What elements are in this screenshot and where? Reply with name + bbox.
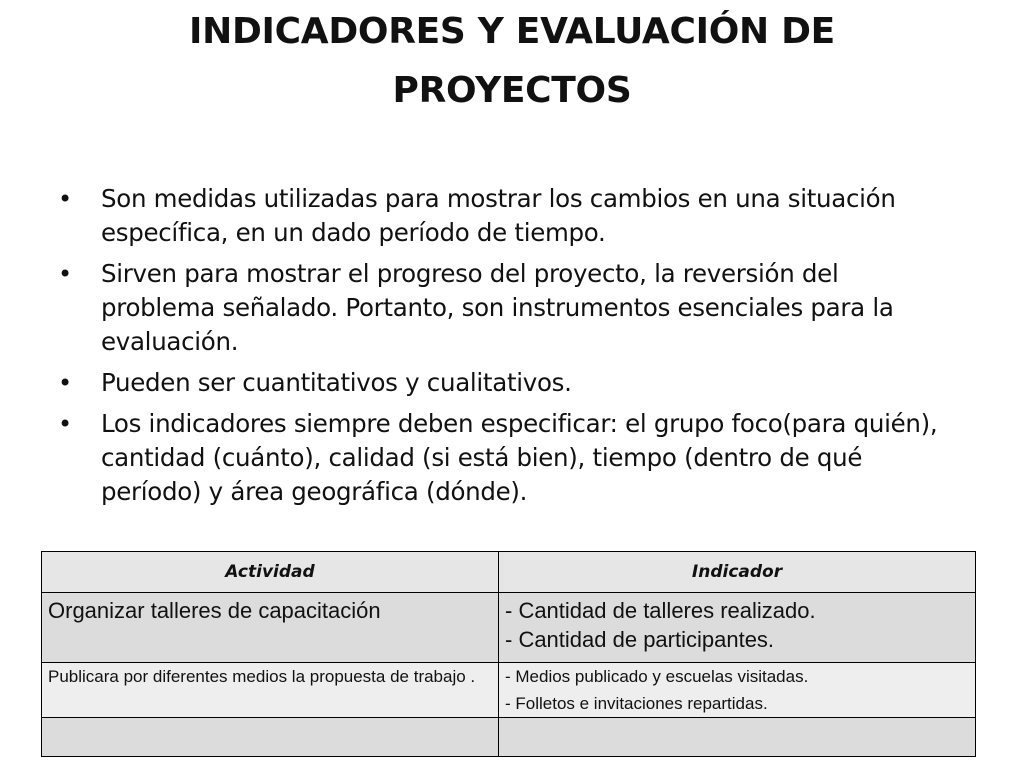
bullet-item: [58, 366, 958, 400]
bullet-icon: •: [58, 410, 72, 438]
table-header-row: [42, 552, 976, 593]
bullet-text: Pueden ser cuantitativos y cualitativos.: [101, 368, 572, 397]
bullet-item: [58, 257, 958, 359]
title-line-2: PROYECTOS: [392, 70, 632, 111]
bullet-text: Los indicadores siempre deben especificar: el grupo foco(para quién), cantidad (cuánto), calidad (si está bien), tiempo (dentro de qué período) y área geográfica (dónde).: [101, 409, 938, 506]
table-row: [42, 718, 976, 757]
header-indicador: Indicador: [499, 552, 976, 593]
cell-actividad-empty: [42, 718, 499, 757]
table-row: [42, 593, 976, 663]
bullet-item: [58, 407, 958, 509]
activities-table: [41, 551, 976, 757]
cell-indicador-empty: [499, 718, 976, 757]
header-actividad: Actividad: [42, 552, 499, 593]
bullet-list: [58, 182, 958, 516]
indicador-line: - Cantidad de talleres realizado.: [505, 598, 816, 623]
slide-title: [60, 2, 964, 120]
bullet-icon: •: [58, 260, 72, 288]
indicador-line: - Cantidad de participantes.: [505, 627, 775, 652]
bullet-item: [58, 182, 958, 250]
table-row: [42, 663, 976, 718]
bullet-icon: •: [58, 369, 72, 397]
bullet-text: Sirven para mostrar el progreso del proyecto, la reversión del problema señalado. Portanto, son instrumentos esenciales para la evaluación.: [101, 259, 894, 356]
cell-indicador: [499, 593, 976, 663]
indicador-line: - Folletos e invitaciones repartidas.: [505, 694, 768, 713]
bullet-text: Son medidas utilizadas para mostrar los cambios en una situación específica, en un dado período de tiempo.: [101, 184, 896, 247]
indicador-line: - Medios publicado y escuelas visitadas.: [505, 667, 809, 686]
title-line-1: INDICADORES Y EVALUACIÓN DE: [189, 11, 835, 52]
bullet-icon: •: [58, 185, 72, 213]
cell-indicador: [499, 663, 976, 718]
cell-actividad: Organizar talleres de capacitación: [42, 593, 499, 663]
cell-actividad: Publicara por diferentes medios la propuesta de trabajo .: [42, 663, 499, 718]
